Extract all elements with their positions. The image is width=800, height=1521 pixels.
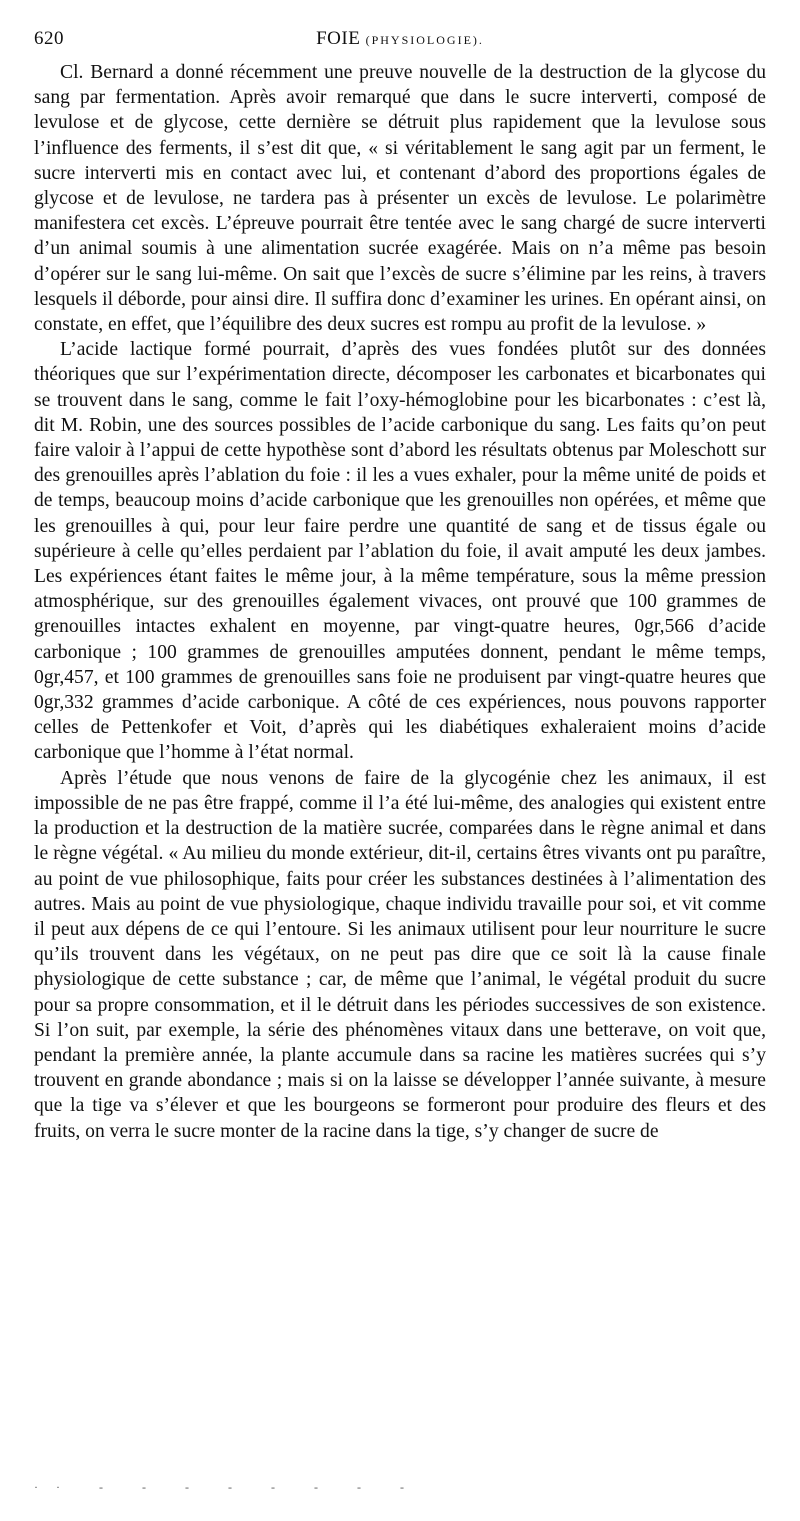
running-title: [34, 28, 766, 50]
paragraph-1: Cl. Bernard a donné récemment une preuve nouvelle de la destruction de la glycose du sang par fermentation. Après avoir remarqué que dans le sucre interverti, composé de levulose et de glycose, cette dernière se détruit plus rapidement que la levulose sous l’influence des ferments, il s’est dit que, « si véritablement le sang agit par un ferment, le sucre interverti mis en contact avec lui, et contenant d’abord des proportions égales de glycose et de levulose, ne tardera pas à présenter un excès de levulose. Le polarimètre manifestera cet excès. L’épreuve pourrait être tentée avec le sang chargé de sucre interverti d’un animal soumis à une alimentation sucrée exagérée. Mais on n’a même pas besoin d’opérer sur le sang lui-même. On sait que l’excès de sucre s’élimine par les reins, à travers lesquels il déborde, pour ainsi dire. Il suffira donc d’examiner les urines. En opérant ainsi, on constate, en effet, que l’équilibre des deux sucres est rompu au profit de la levulose. »: [34, 62, 766, 336]
print-marks: ·· ‐ ‐ ‐ ‐ ‐ ‐ ‐ ‐: [34, 1480, 422, 1494]
running-title-main: FOIE: [316, 28, 361, 49]
page-number: 620: [34, 28, 64, 49]
running-title-sub: (PHYSIOLOGIE).: [365, 33, 484, 47]
book-page: [34, 28, 766, 1144]
paragraph-2: L’acide lactique formé pourrait, d’après des vues fondées plutôt sur des données théoriques que sur l’expérimentation directe, décomposer les carbonates et bicarbonates qui se trouvent dans le sang, comme le fait l’oxy-hémoglobine pour les bicarbonates : c’est là, dit M. Robin, une des sources possibles de l’acide carbonique du sang. Les faits qu’on peut faire valoir à l’appui de cette hypothèse sont d’abord les résultats obtenus par Moleschott sur des grenouilles après l’ablation du foie : il les a vues exhaler, pour la même unité de poids et de temps, beaucoup moins d’acide carbonique que les grenouilles non opérées, et même que les grenouilles à qui, pour leur faire perdre une quantité de sang et de tissus égale ou supérieure à celle qu’elles perdaient par l’ablation du foie, il avait amputé les deux jambes. Les expériences étant faites le même jour, à la même température, sous la même pression atmosphérique, sur des grenouilles également vivaces, ont prouvé que 100 grammes de grenouilles intactes exhalent en moyenne, par vingt-quatre heures, 0gr,566 d’acide carbonique ; 100 grammes de grenouilles amputées donnent, pendant le même temps, 0gr,457, et 100 grammes de grenouilles sans foie ne produisent par vingt-quatre heures que 0gr,332 grammes d’acide carbonique. A côté de ces expériences, nous pouvons rapporter celles de Pettenkofer et Voit, d’après qui les diabétiques exhaleraient moins d’acide carbonique que l’homme à l’état normal.: [34, 339, 766, 764]
body-text: [34, 60, 766, 1144]
paragraph-3: Après l’étude que nous venons de faire de la glycogénie chez les animaux, il est impossible de ne pas être frappé, comme il l’a été lui-même, des analogies qui existent entre la production et la destruction de la matière sucrée, comparées dans le règne animal et dans le règne végétal. « Au milieu du monde extérieur, dit-il, certains êtres vivants ont pu paraître, au point de vue philosophique, faits pour créer les substances destinées à l’alimentation des autres. Mais au point de vue physiologique, chaque individu travaille pour soi, et vit comme il peut aux dépens de ce qui l’entoure. Si les animaux utilisent pour leur nourriture le sucre qu’ils trouvent dans les végétaux, on ne peut pas dire que ce soit là la cause finale physiologique de cette substance ; car, de même que l’animal, le végétal produit du sucre pour sa propre consommation, et il le détruit dans les périodes successives de son existence. Si l’on suit, par exemple, la série des phénomènes vitaux dans une betterave, on voit que, pendant la première année, la plante accumule dans sa racine les matières sucrées qui s’y trouvent en grande abondance ; mais si on la laisse se développer l’année suivante, à mesure que la tige va s’élever et que les bourgeons se formeront pour produire des fleurs et des fruits, on verra le sucre monter de la racine dans la tige, s’y changer de sucre de: [34, 767, 766, 1142]
running-header: [34, 28, 766, 60]
